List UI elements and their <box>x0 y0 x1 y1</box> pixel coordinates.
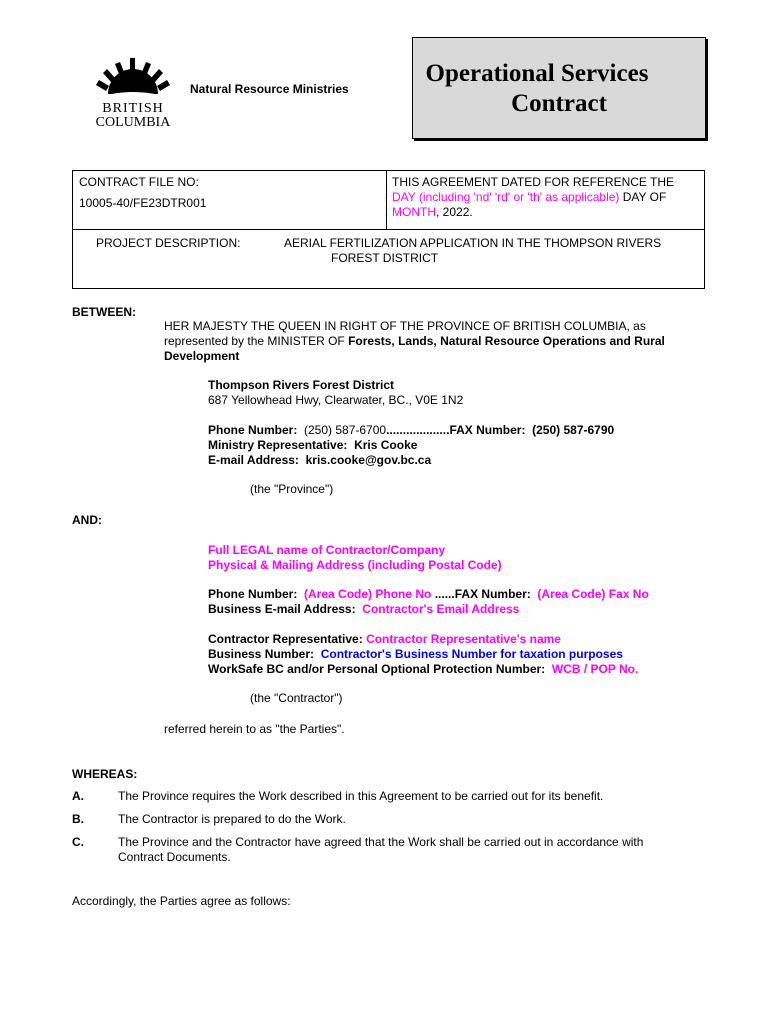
divider <box>72 229 705 230</box>
logo-text-british: BRITISH <box>102 101 164 116</box>
fax-area-placeholder: (Area Code) <box>537 587 606 601</box>
project-description-line-2: FOREST DISTRICT <box>331 251 439 265</box>
agreement-dayof: DAY OF <box>619 190 667 204</box>
ministry-full-name: Forests, Lands, Natural Resource Operations and Rural <box>348 334 665 348</box>
and-label: AND: <box>72 513 102 527</box>
phone-label: Phone Number: <box>208 423 298 437</box>
contractor-name-placeholder: Full LEGAL name of Contractor/Company <box>208 543 446 557</box>
agreement-day-line <box>392 190 666 205</box>
contract-file-number: 10005-40/FE23DTR001 <box>79 196 207 210</box>
province-tag: (the "Province") <box>250 482 334 496</box>
email-placeholder: Contractor's Email Address <box>362 602 520 616</box>
contractor-phone-line <box>208 587 649 602</box>
bn-placeholder: Contractor's Business Number for taxation purposes <box>320 647 623 661</box>
phone-label: Phone Number: <box>208 587 298 601</box>
ministry-name: Natural Resource Ministries <box>190 82 349 96</box>
title-line-1: Operational Services <box>425 60 649 87</box>
fax-value: (250) 587-6790 <box>532 423 615 437</box>
province-line-1: HER MAJESTY THE QUEEN IN RIGHT OF THE PROVINCE OF BRITISH COLUMBIA, as <box>164 319 646 333</box>
title-box <box>412 37 706 139</box>
email-label: E-mail Address: <box>208 453 299 467</box>
phone-dots: ...... <box>434 587 455 601</box>
whereas-letter-b: B. <box>72 812 84 826</box>
whereas-item-b: The Contractor is prepared to do the Work. <box>118 812 346 826</box>
agreement-day-placeholder: DAY (including 'nd' 'rd' or 'th' as applicable) <box>392 190 620 204</box>
whereas-item-c: The Province and the Contractor have agreed that the Work shall be carried out in accordance with <box>118 835 644 849</box>
contractor-tag: (the "Contractor") <box>250 691 343 705</box>
project-description-line-1: AERIAL FERTILIZATION APPLICATION IN THE THOMPSON RIVERS <box>284 236 662 250</box>
province-phone-line <box>208 423 614 438</box>
rep-placeholder: Contractor Representative's name <box>366 632 561 646</box>
email-label: Business E-mail Address: <box>208 602 356 616</box>
province-line-3: Development <box>164 349 240 363</box>
wcb-label: WorkSafe BC and/or Personal Optional Protection Number: <box>208 662 546 676</box>
whereas-letter-a: A. <box>72 789 84 803</box>
contractor-address-placeholder: Physical & Mailing Address (including Postal Code) <box>208 558 502 572</box>
province-line-2 <box>164 334 665 349</box>
fax-number-placeholder: Fax No <box>608 587 649 601</box>
whereas-label: WHEREAS: <box>72 767 138 781</box>
title-line-2: Contract <box>511 90 607 117</box>
phone-number-placeholder: Phone No <box>375 587 432 601</box>
bn-label: Business Number: <box>208 647 315 661</box>
phone-dots: ................... <box>386 423 450 437</box>
logo-text-columbia: COLUMBIA <box>95 115 171 130</box>
between-label: BETWEEN: <box>72 305 136 319</box>
ministry-rep-line <box>208 438 417 453</box>
contractor-email-line <box>208 602 519 617</box>
rep-label: Contractor Representative: <box>208 632 363 646</box>
district-address: 687 Yellowhead Hwy, Clearwater, BC., V0E 1N2 <box>208 393 464 407</box>
agreement-month-line <box>392 205 473 220</box>
email-value: kris.cooke@gov.bc.ca <box>305 453 432 467</box>
parties-line: referred herein to as "the Parties". <box>164 722 345 736</box>
whereas-item-c-cont: Contract Documents. <box>118 850 231 864</box>
agreement-month-placeholder: MONTH <box>392 205 436 219</box>
divider <box>386 170 387 229</box>
wcb-line <box>208 662 638 677</box>
phone-area-placeholder: (Area Code) <box>304 587 373 601</box>
wcb-placeholder: WCB / POP No. <box>551 662 639 676</box>
phone-value: (250) 587-6700 <box>304 423 387 437</box>
agreement-year: , 2022. <box>436 205 473 219</box>
whereas-letter-c: C. <box>72 835 84 849</box>
contract-file-label: CONTRACT FILE NO: <box>79 175 199 189</box>
rep-label: Ministry Representative: <box>208 438 348 452</box>
fax-label: FAX Number: <box>449 423 526 437</box>
closing-line: Accordingly, the Parties agree as follows: <box>72 894 291 908</box>
fax-label: FAX Number: <box>454 587 531 601</box>
contractor-rep-line <box>208 632 561 647</box>
bc-logo <box>88 56 178 130</box>
whereas-item-a: The Province requires the Work described in this Agreement to be carried out for its benefit. <box>118 789 604 803</box>
rep-value: Kris Cooke <box>354 438 418 452</box>
project-description-label: PROJECT DESCRIPTION: <box>96 236 241 250</box>
agreement-intro: THIS AGREEMENT DATED FOR REFERENCE THE <box>392 175 675 189</box>
province-line-2-plain: represented by the MINISTER OF <box>164 334 349 348</box>
district-name: Thompson Rivers Forest District <box>208 378 395 392</box>
business-number-line <box>208 647 623 662</box>
province-email-line <box>208 453 431 468</box>
